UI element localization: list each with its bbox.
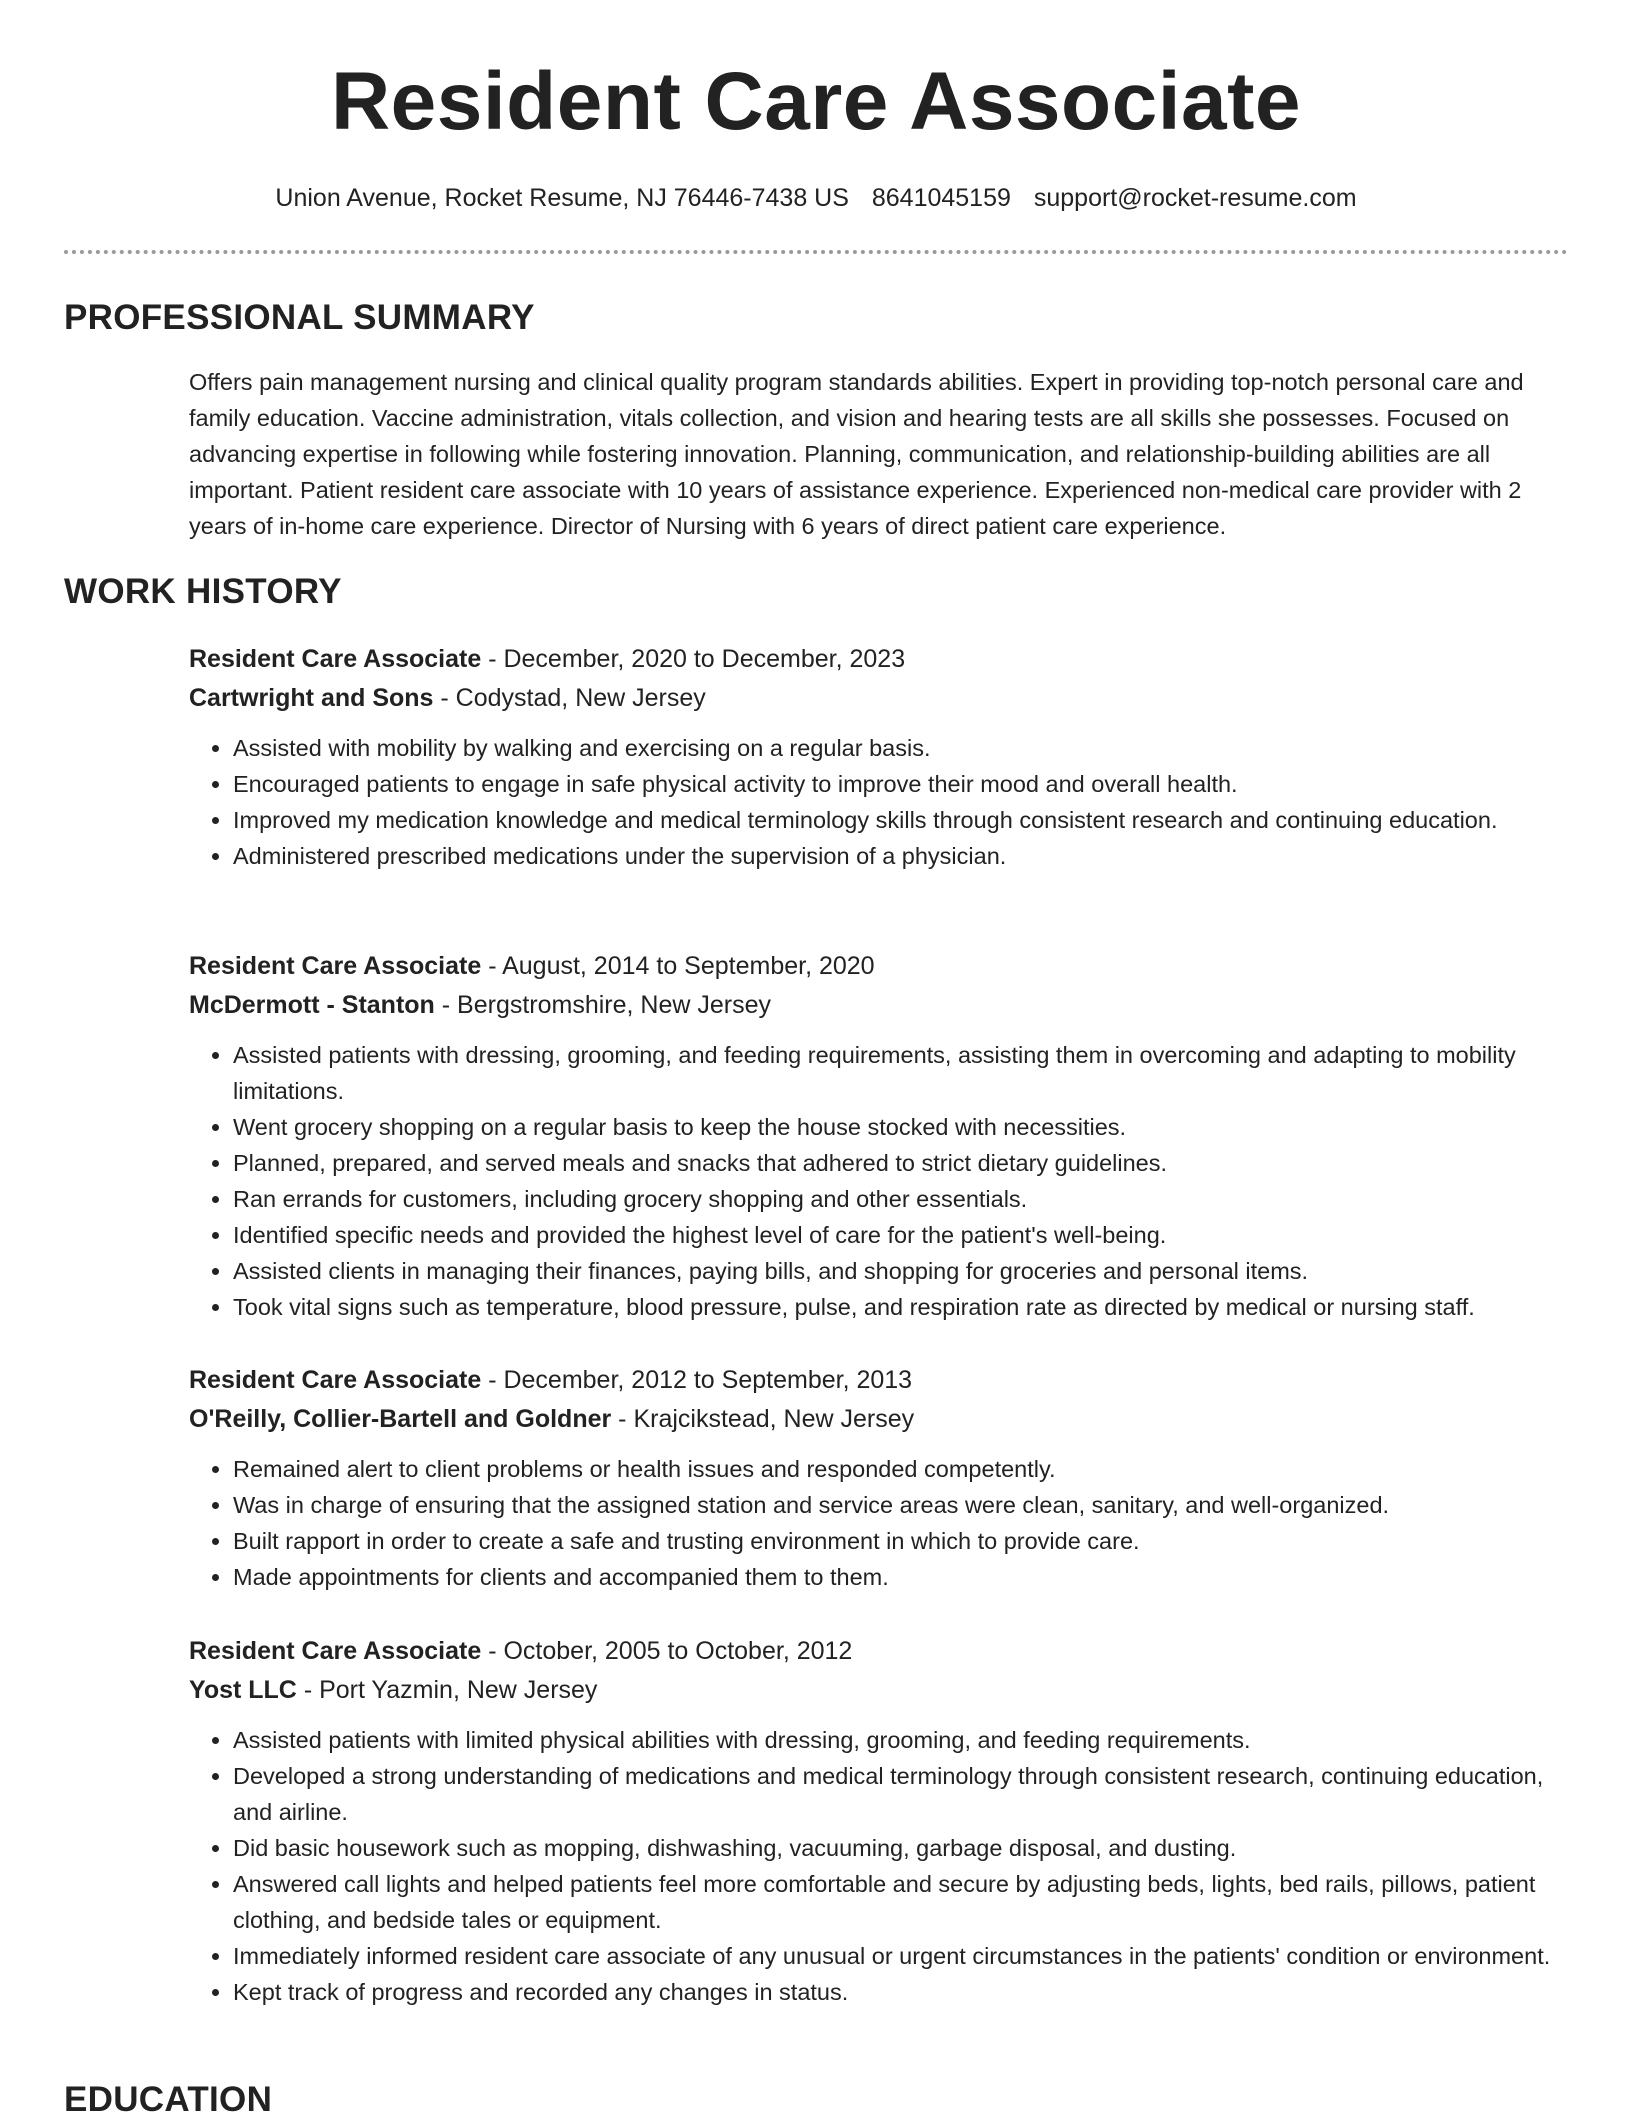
job-company: Yost LLC	[189, 1676, 297, 1704]
job-entry	[189, 640, 1569, 874]
job-bullet: • Planned, prepared, and served meals and snacks that adhered to strict dietary guidelines.	[233, 1145, 1569, 1181]
job-bullet: • Ran errands for customers, including grocery shopping and other essentials.	[233, 1181, 1569, 1217]
contact-line	[0, 180, 1632, 216]
job-bullet: • Assisted clients in managing their finances, paying bills, and shopping for groceries and personal items.	[233, 1253, 1569, 1289]
candidate-name: Resident Care Associate	[330, 56, 1302, 147]
job-dates: - December, 2012 to September, 2013	[481, 1366, 913, 1394]
job-location: - Krajcikstead, New Jersey	[611, 1405, 915, 1433]
job-title-line	[189, 1632, 1569, 1671]
job-company-line	[189, 1671, 1569, 1710]
job-bullet: • Was in charge of ensuring that the assigned station and service areas were clean, sanitary, and well-organized.	[233, 1487, 1569, 1523]
job-title-line	[189, 947, 1569, 986]
job-bullet: • Administered prescribed medications under the supervision of a physician.	[233, 838, 1569, 874]
contact-address: Union Avenue, Rocket Resume, NJ 76446-7438 US	[275, 184, 849, 212]
job-bullet: • Answered call lights and helped patients feel more comfortable and secure by adjusting beds, lights, bed rails, pillows, patient clothing, and bedside tales or equipment.	[233, 1866, 1569, 1938]
job-dates: - December, 2020 to December, 2023	[481, 645, 906, 673]
section-title-work-history: WORK HISTORY	[64, 572, 342, 611]
job-location: - Codystad, New Jersey	[433, 684, 706, 712]
job-company-line	[189, 1400, 1569, 1439]
job-bullet: • Did basic housework such as mopping, dishwashing, vacuuming, garbage disposal, and dusting.	[233, 1830, 1569, 1866]
job-bullet: • Immediately informed resident care associate of any unusual or urgent circumstances in the patients' condition or environment.	[233, 1938, 1569, 1974]
job-company-line	[189, 986, 1569, 1025]
job-bullet: • Identified specific needs and provided the highest level of care for the patient's well-being.	[233, 1217, 1569, 1253]
job-role: Resident Care Associate	[189, 952, 482, 980]
job-bullet: • Assisted patients with limited physical abilities with dressing, grooming, and feeding requirements.	[233, 1722, 1569, 1758]
job-bullet: • Took vital signs such as temperature, blood pressure, pulse, and respiration rate as directed by medical or nursing staff.	[233, 1289, 1569, 1325]
job-entry	[189, 1361, 1569, 1595]
job-title-line	[189, 640, 1569, 679]
header-divider	[64, 250, 1568, 254]
job-entry	[189, 947, 1569, 1325]
job-bullets	[189, 1451, 1569, 1595]
job-bullet: • Assisted patients with dressing, grooming, and feeding requirements, assisting them in overcoming and adapting to mobility limitations.	[233, 1037, 1569, 1109]
job-role: Resident Care Associate	[189, 1366, 482, 1394]
job-entry	[189, 1632, 1569, 2010]
job-role: Resident Care Associate	[189, 645, 482, 673]
job-bullet: • Made appointments for clients and accompanied them to them.	[233, 1559, 1569, 1595]
job-role: Resident Care Associate	[189, 1637, 482, 1665]
job-company: O'Reilly, Collier-Bartell and Goldner	[189, 1405, 612, 1433]
section-title-summary: PROFESSIONAL SUMMARY	[64, 298, 535, 337]
job-bullet: • Developed a strong understanding of medications and medical terminology through consistent research, continuing education, and airline.	[233, 1758, 1569, 1830]
job-dates: - August, 2014 to September, 2020	[481, 952, 875, 980]
section-title-education: EDUCATION	[64, 2080, 273, 2119]
job-bullet: • Remained alert to client problems or health issues and responded competently.	[233, 1451, 1569, 1487]
job-bullet: • Assisted with mobility by walking and exercising on a regular basis.	[233, 730, 1569, 766]
contact-phone: 8641045159	[871, 184, 1011, 212]
job-location: - Port Yazmin, New Jersey	[296, 1676, 598, 1704]
job-company-line	[189, 679, 1569, 718]
job-bullets	[189, 1722, 1569, 2010]
job-company: McDermott - Stanton	[189, 991, 435, 1019]
contact-email: support@rocket-resume.com	[1033, 184, 1357, 212]
job-bullets	[189, 1037, 1569, 1325]
job-location: - Bergstromshire, New Jersey	[434, 991, 772, 1019]
summary-text: Offers pain management nursing and clinical quality program standards abilities. Expert in providing top-notch personal care and family education. Vaccine administration, vitals collection, and vision and hearing tests are all skills she possesses. Focused on advancing expertise in following while fostering innovation. Planning, communication, and relationship-building abilities are all important. Patient resident care associate with 10 years of assistance experience. Experienced non-medical care provider with 2 years of in-home care experience. Director of Nursing with 6 years of direct patient care experience.	[189, 369, 1524, 539]
job-bullets	[189, 730, 1569, 874]
job-bullet: • Built rapport in order to create a safe and trusting environment in which to provide care.	[233, 1523, 1569, 1559]
job-dates: - October, 2005 to October, 2012	[481, 1637, 853, 1665]
job-title-line	[189, 1361, 1569, 1400]
job-bullet: • Went grocery shopping on a regular basis to keep the house stocked with necessities.	[233, 1109, 1569, 1145]
job-company: Cartwright and Sons	[189, 684, 434, 712]
job-bullet: • Kept track of progress and recorded any changes in status.	[233, 1974, 1569, 2010]
job-bullet: • Improved my medication knowledge and medical terminology skills through consistent research and continuing education.	[233, 802, 1569, 838]
job-bullet: • Encouraged patients to engage in safe physical activity to improve their mood and overall health.	[233, 766, 1569, 802]
